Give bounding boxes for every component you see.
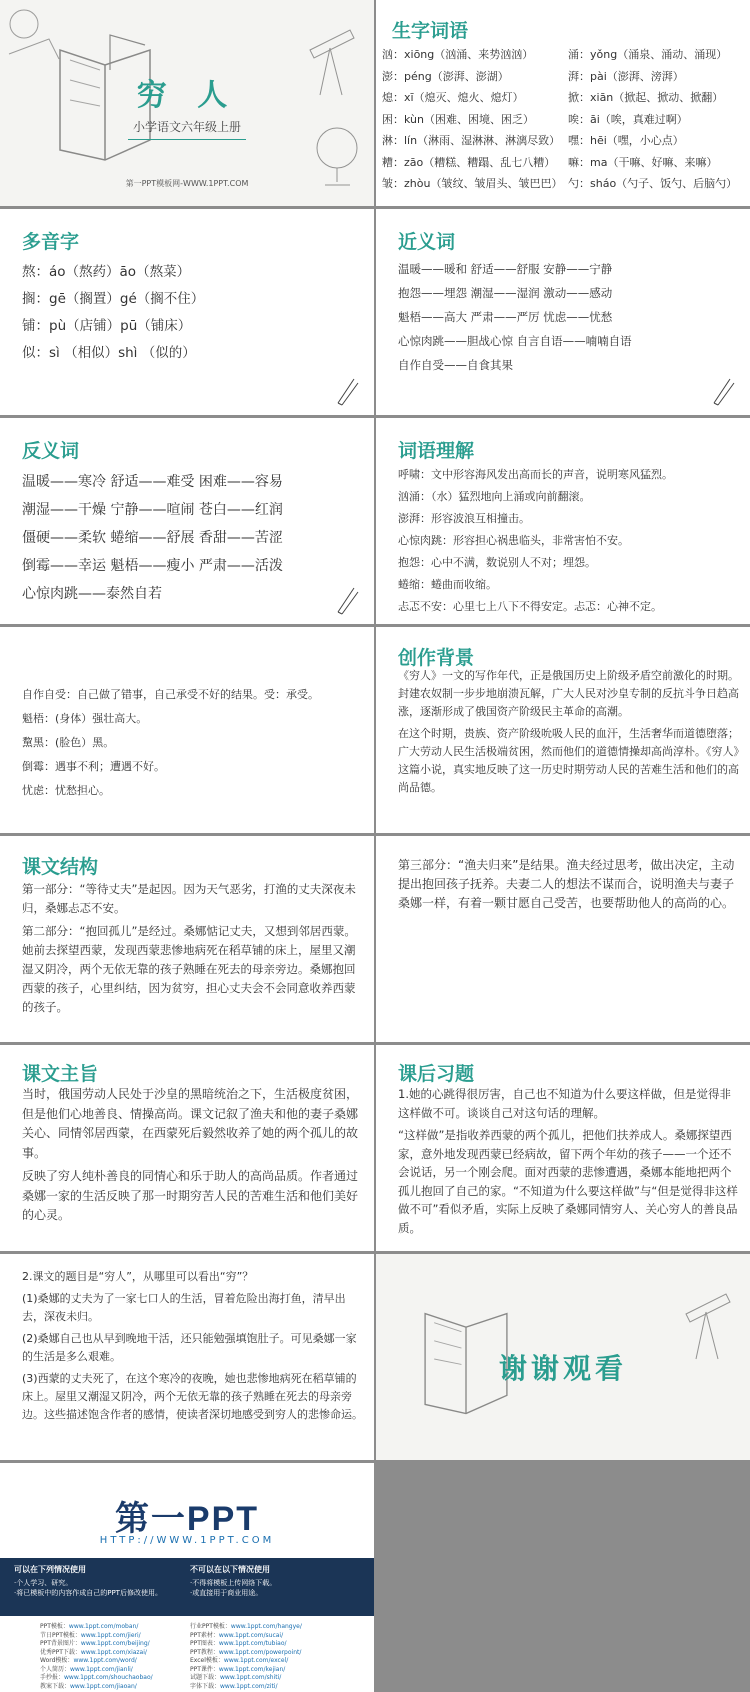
usage-forbidden-title: 不可以在以下情况使用 xyxy=(190,1565,270,1574)
exercise-paragraph: (1)桑娜的丈夫为了一家七口人的生活，冒着危险出海打鱼，清早出去，深夜未归。 xyxy=(22,1292,346,1323)
link-row[interactable]: PPT教程：www.1ppt.com/powerpoint/ xyxy=(190,1648,302,1656)
vocab-cell: 汹：xiōng（汹涌、来势汹汹） xyxy=(382,48,534,61)
site-url[interactable]: HTTP://WWW.1PPT.COM xyxy=(99,1535,275,1546)
exercise-paragraph: (3)西蒙的丈夫死了，在这个寒冷的夜晚，她也悲惨地病死在稻草铺的床上。屋里又潮湿又阴冷，两个无依无靠的孩子熟睡在死去的母亲旁边。这些描述饱含作者的感情，使读者深切地感受到穷人的悲惨命运。 xyxy=(22,1372,363,1421)
cover-subtitle: 小学语文六年级上册 xyxy=(132,120,241,134)
synonyms-line: 自作自受——自食其果 xyxy=(398,358,513,372)
structure-paragraph: 第一部分：“等待丈夫”是起因。因为天气恶劣，打渔的丈夫深夜未归，桑娜忐忑不安。 xyxy=(22,882,356,915)
antonyms-line: 温暖——寒冷 舒适——难受 困难——容易 xyxy=(22,474,283,490)
vocab-cell: 糟：zāo（糟糕、糟蹋、乱七八糟） xyxy=(382,155,556,169)
vocab-cell: 嘛：ma（干嘛、好嘛、来嘛） xyxy=(568,155,718,169)
exercise-cont-slide xyxy=(0,1254,374,1460)
link-row[interactable]: PPT图表：www.1ppt.com/tubiao/ xyxy=(190,1640,287,1647)
background-paragraph: 在这个时期，贵族、资产阶级吮吸人民的血汗，生活奢华而道德堕落；广大劳动人民生活极端贫困，然而他们的道德情操却高尚淳朴。《穷人》这篇小说，真实地反映了这一历史时期劳动人民的苦难生活和他们的高尚品德。 xyxy=(398,727,739,794)
synonyms-slide xyxy=(376,209,750,415)
vocab-row xyxy=(382,152,746,174)
usage-allowed-item: ·个人学习、研究。 xyxy=(14,1579,73,1587)
background-slide xyxy=(376,627,750,833)
vocab-cell: 唉：āi（唉，真难过啊） xyxy=(568,112,688,126)
link-row[interactable]: PPT背景图片：www.1ppt.com/beijing/ xyxy=(40,1640,150,1647)
link-row[interactable]: 字体下载：www.1ppt.com/ziti/ xyxy=(190,1682,278,1690)
pen-sketch-icon xyxy=(710,375,736,407)
structure-body xyxy=(22,880,364,1021)
exercise-body xyxy=(398,1085,740,1241)
vocab-row xyxy=(382,44,746,66)
antonyms-slide xyxy=(0,418,374,624)
glossary-line: 抱怨：心中不满，数说别人不对；埋怨。 xyxy=(398,556,596,569)
structure-title: 课文结构 xyxy=(22,856,99,878)
usage-forbidden-item: ·或直接用于商业用途。 xyxy=(190,1589,263,1597)
usage-allowed-title: 可以在下列情况使用 xyxy=(14,1565,86,1574)
link-row[interactable]: PPT素材：www.1ppt.com/sucai/ xyxy=(190,1631,284,1639)
glossary-body xyxy=(398,464,740,618)
vocab-table xyxy=(382,44,746,195)
glossary-line: 魁梧：(身体）强壮高大。 xyxy=(22,712,148,725)
background-paragraph: 《穷人》一文的写作年代，正是俄国历史上阶级矛盾空前激化的时期。封建农奴制一步步地崩溃瓦解，广大人民对沙皇专制的反抗斗争日趋高涨，逐渐形成了俄国资产阶级民主革命的高潮。 xyxy=(398,669,739,718)
polyphone-line: 铺：pù（店铺）pū（铺床） xyxy=(22,318,192,334)
antonyms-line: 僵硬——柔软 蜷缩——舒展 香甜——苦涩 xyxy=(22,530,283,546)
synonyms-line: 心惊肉跳——胆战心惊 自言自语——喃喃自语 xyxy=(398,334,632,348)
vocab-row xyxy=(382,109,746,131)
glossary-line: 呼啸：文中形容海风发出高而长的声音，说明寒风猛烈。 xyxy=(398,468,673,481)
theme-body xyxy=(22,1085,364,1230)
pen-sketch-icon xyxy=(334,584,360,616)
vocab-cell: 湃：pài（澎湃、滂湃） xyxy=(568,69,684,83)
thanks-slide xyxy=(376,1254,750,1460)
cover-title: 穷 人 xyxy=(136,78,238,113)
vocab-cell: 掀：xiān（掀起、掀动、掀翻） xyxy=(568,91,724,104)
background-title: 创作背景 xyxy=(398,647,475,669)
vocab-cell: 澎：péng（澎湃、澎湖） xyxy=(382,69,509,83)
vocab-cell: 淋：lín（淋雨、湿淋淋、淋漓尽致） xyxy=(382,134,561,147)
vocab-cell: 皱：zhòu（皱纹、皱眉头、皱巴巴） xyxy=(382,177,563,190)
vocab-row xyxy=(382,66,746,88)
vocab-title: 生字词语 xyxy=(392,20,469,42)
glossary-cont-body xyxy=(22,685,364,805)
antonyms-line: 潮湿——干燥 宁静——喧闹 苍白——红润 xyxy=(22,502,283,518)
glossary-line: 倒霉：遇事不利；遭遇不好。 xyxy=(22,760,165,773)
vocab-cell: 涌：yǒng（涌泉、涌动、涌现） xyxy=(568,48,728,61)
glossary-line: 黧黑：(脸色）黑。 xyxy=(22,736,115,749)
exercise-title: 课后习题 xyxy=(398,1063,475,1085)
polyphone-title: 多音字 xyxy=(22,231,80,253)
antonyms-line: 心惊肉跳——泰然自若 xyxy=(22,586,162,602)
structure-paragraph: 第二部分：“抱回孤儿”是经过。桑娜惦记丈夫，又想到邻居西蒙。她前去探望西蒙，发现西蒙悲惨地病死在稻草铺的床上，屋里又潮湿又阴冷，两个无依无靠的孩子熟睡在死去的母亲旁边。桑娜抱回西蒙的孩子，心里纠结，因为贫穷，担心丈夫会不会同意收养西蒙的孩子。 xyxy=(22,924,356,1014)
glossary-slide xyxy=(376,418,750,624)
cover-footer: 第一PPT模板网-WWW.1PPT.COM xyxy=(125,179,249,188)
link-row[interactable]: 手抄报：www.1ppt.com/shouchaobao/ xyxy=(40,1674,153,1681)
link-row[interactable]: 个人简历：www.1ppt.com/jianli/ xyxy=(40,1665,133,1673)
exercise-paragraph: 1.她的心跳得很厉害，自己也不知道为什么要这样做，但是觉得非这样做不可。谈谈自己对这句话的理解。 xyxy=(398,1087,731,1120)
usage-allowed xyxy=(14,1564,184,1598)
theme-paragraph: 当时，俄国劳动人民处于沙皇的黑暗统治之下，生活极度贫困，但是他们心地善良、情操高尚。课文记叙了渔夫和他的妻子桑娜关心、同情邻居西蒙，在西蒙死后毅然收养了她的两个孤儿的故事。 xyxy=(22,1087,359,1160)
cover-slide xyxy=(0,0,374,206)
polyphone-slide xyxy=(0,209,374,415)
links-right xyxy=(190,1623,302,1691)
link-row[interactable]: 优秀PPT下载：www.1ppt.com/xiazai/ xyxy=(40,1648,147,1656)
usage-allowed-item: ·将已模板中的内容作成自己的PPT后修改使用。 xyxy=(14,1589,162,1597)
glossary-line: 忐忑不安：心里七上八下不得安定。忐忑：心神不定。 xyxy=(398,600,662,613)
vocab-cell: 熄：xī（熄灭、熄火、熄灯） xyxy=(382,91,524,104)
exercise-cont-body xyxy=(22,1268,364,1428)
link-row[interactable]: Word模板：www.1ppt.com/word/ xyxy=(40,1657,137,1664)
usage-forbidden-item: ·不得将模板上传网络下载。 xyxy=(190,1579,277,1587)
vocab-slide xyxy=(376,0,750,206)
link-row[interactable]: PPT模板：www.1ppt.com/moban/ xyxy=(40,1623,139,1630)
glossary-title: 词语理解 xyxy=(398,440,475,462)
link-row[interactable]: 行业PPT模板：www.1ppt.com/hangye/ xyxy=(190,1623,302,1630)
link-row[interactable]: PPT课件：www.1ppt.com/kejian/ xyxy=(190,1665,286,1673)
doodle-sketch-icon xyxy=(4,4,64,64)
thanks-title: 谢谢观看 xyxy=(498,1352,627,1385)
site-logo: 第一PPT xyxy=(114,1500,260,1538)
synonyms-body xyxy=(398,257,740,377)
structure-cont-body xyxy=(398,856,740,917)
antonyms-line: 倒霉——幸运 魁梧——瘦小 严肃——活泼 xyxy=(22,558,283,574)
synonyms-line: 抱怨——埋怨 潮湿——湿润 激动——感动 xyxy=(398,286,613,300)
polyphone-body xyxy=(22,259,364,367)
link-row[interactable]: 试题下载：www.1ppt.com/shiti/ xyxy=(190,1674,282,1681)
polyphone-line: 似：sì （相似）shì （似的） xyxy=(22,345,196,361)
glossary-line: 心惊肉跳：形容担心祸患临头，非常害怕不安。 xyxy=(398,534,629,547)
glossary-cont-slide xyxy=(0,627,374,833)
glossary-line: 自作自受：自己做了错事，自己承受不好的结果。受：承受。 xyxy=(22,688,319,701)
antonyms-title: 反义词 xyxy=(22,440,80,462)
exercise-paragraph: (2)桑娜自己也从早到晚地干活，还只能勉强填饱肚子。可见桑娜一家的生活是多么艰难。 xyxy=(22,1332,357,1363)
exercise-slide xyxy=(376,1045,750,1251)
vocab-cell: 困：kùn（困难、困境、困乏） xyxy=(382,112,534,126)
synonyms-line: 温暖——暖和 舒适——舒服 安静——宁静 xyxy=(398,262,613,276)
glossary-line: 汹涌：（水）猛烈地向上涌或向前翻滚。 xyxy=(398,490,591,503)
polyphone-line: 搁：gē（搁置）gé（搁不住） xyxy=(22,291,205,307)
vocab-row xyxy=(382,87,746,109)
structure-slide xyxy=(0,836,374,1042)
theme-slide xyxy=(0,1045,374,1251)
vocab-row xyxy=(382,130,746,152)
theme-title: 课文主旨 xyxy=(22,1063,99,1085)
links-left xyxy=(40,1623,153,1691)
glossary-line: 忧虑：忧愁担心。 xyxy=(22,784,110,797)
polyphone-line: 熬：áo（熬药）āo（熬菜） xyxy=(22,264,191,280)
exercise-paragraph: 2.课文的题目是“穷人”，从哪里可以看出“穷”？ xyxy=(22,1270,254,1283)
synonyms-title: 近义词 xyxy=(398,231,456,253)
cover-divider xyxy=(128,139,246,140)
synonyms-line: 魁梧——高大 严肃——严厉 忧虑——忧愁 xyxy=(398,310,613,324)
exercise-paragraph: “这样做”是指收养西蒙的两个孤儿，把他们扶养成人。桑娜探望西家，意外地发现西蒙已经病故，留下两个年幼的孩子——一个还不会说话，另一个刚会爬。面对西蒙的悲惨遭遇，桑娜本能地把两个孤儿抱回了自己的家。“不知道为什么要这样做”与“但是觉得非这样做不可”看似矛盾，实际上反映了桑娜同情穷人、关心穷人的善良品质。 xyxy=(398,1128,738,1235)
structure-paragraph: 第三部分：“渔夫归来”是结果。渔夫经过思考，做出决定，主动提出抱回孩子抚养。夫妻二人的想法不谋而合，说明渔夫与妻子桑娜一样，有着一颗甘愿自己受苦，也要帮助他人的高尚的心。 xyxy=(398,858,735,910)
vocab-row xyxy=(382,173,746,195)
vocab-cell: 嘿：hēi（嘿，小心点） xyxy=(568,134,684,147)
background-body xyxy=(398,667,740,801)
pen-sketch-icon xyxy=(334,375,360,407)
theme-paragraph: 反映了穷人纯朴善良的同情心和乐于助人的高尚品质。作者通过桑娜一家的生活反映了那一时期穷苦人民的苦难生活和他们美好的心灵。 xyxy=(22,1169,359,1222)
usage-info-bar xyxy=(0,1558,374,1616)
link-row[interactable]: 教案下载：www.1ppt.com/jiaoan/ xyxy=(40,1682,137,1690)
antonyms-body xyxy=(22,468,364,608)
link-row[interactable]: Excel模板：www.1ppt.com/excel/ xyxy=(190,1657,289,1664)
ad-slide xyxy=(0,1463,374,1692)
vocab-cell: 勺：sháo（勺子、饭勺、后脑勺） xyxy=(568,177,738,190)
glossary-line: 蜷缩：蜷曲而收缩。 xyxy=(398,578,497,591)
structure-cont-slide xyxy=(376,836,750,1042)
usage-forbidden xyxy=(190,1564,360,1598)
link-row[interactable]: 节日PPT模板：www.1ppt.com/jieri/ xyxy=(40,1631,141,1639)
glossary-line: 澎湃：形容波浪互相撞击。 xyxy=(398,512,530,525)
